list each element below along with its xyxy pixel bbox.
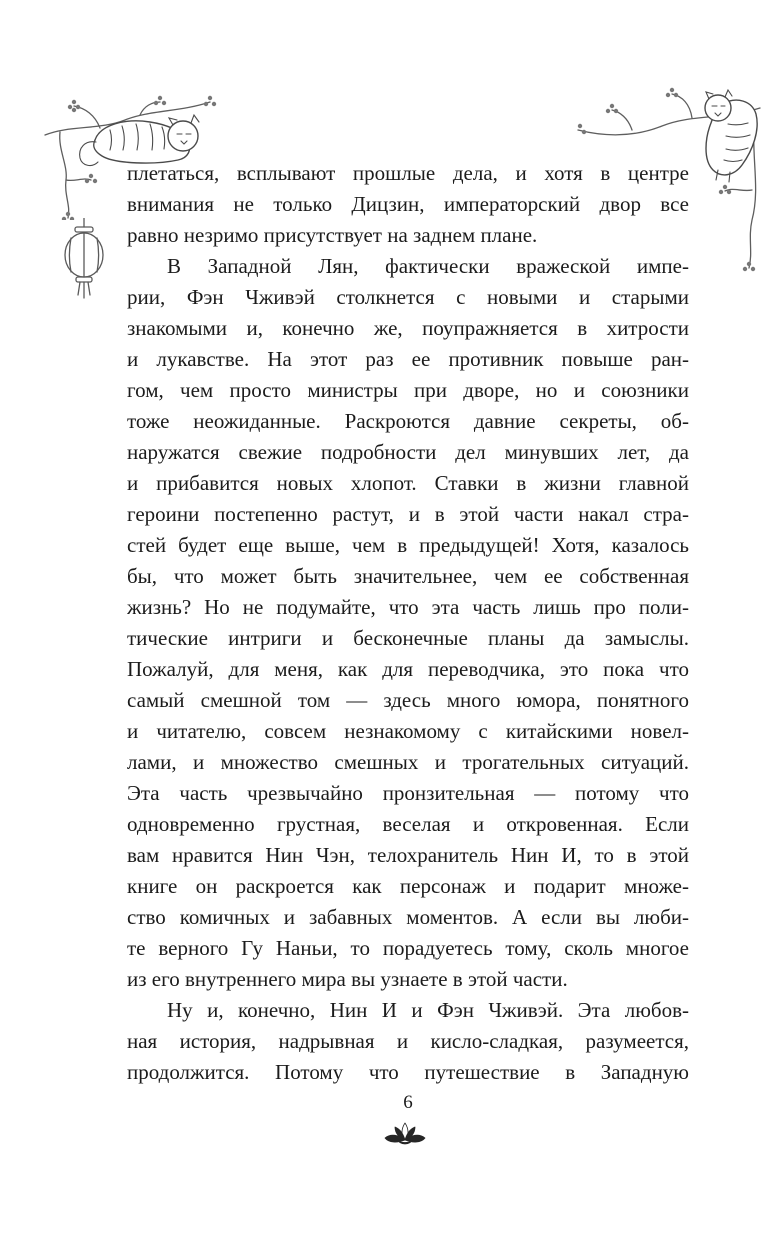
text-line: ная история, надрывная и кисло-сладкая, разумеется, <box>127 1029 689 1053</box>
text-line: знакомыми и, конечно же, поупражняется в хитрости <box>127 316 689 340</box>
text-line: героини постепенно растут, и в этой части накал стра- <box>127 502 689 526</box>
text-line: внимания не только Дицзин, императорский двор все <box>127 192 689 216</box>
text-line: одновременно грустная, веселая и откровенная. Если <box>127 812 689 836</box>
lotus-ornament-icon <box>381 1120 429 1148</box>
text-line: ство комичных и забавных моментов. А если вы люби- <box>127 905 689 929</box>
paragraph <box>127 158 689 251</box>
text-line: лами, и множество смешных и трогательных ситуаций. <box>127 750 689 774</box>
text-line: и прибавится новых хлопот. Ставки в жизни главной <box>127 471 689 495</box>
text-line: и лукавстве. На этот раз ее противник повыше ран- <box>127 347 689 371</box>
text-line: те верного Гу Наньи, то порадуетесь тому, сколь многое <box>127 936 689 960</box>
text-line: продолжится. Потому что путешествие в Западную <box>127 1060 689 1084</box>
text-line: В Западной Лян, фактически вражеской импе- <box>167 254 689 278</box>
text-line: плетаться, всплывают прошлые дела, и хотя в центре <box>127 161 689 185</box>
text-line: Ну и, конечно, Нин И и Фэн Чживэй. Эта любов- <box>167 998 689 1022</box>
text-line: равно незримо присутствует на заднем плане. <box>127 223 538 247</box>
paragraph <box>127 995 689 1088</box>
text-line: тоже неожиданные. Раскроются давние секреты, об- <box>127 409 689 433</box>
text-line: стей будет еще выше, чем в предыдущей! Хотя, казалось <box>127 533 689 557</box>
text-block <box>127 158 689 1088</box>
text-line: рии, Фэн Чживэй столкнется с новыми и старыми <box>127 285 689 309</box>
text-line: бы, что может быть значительнее, чем ее собственная <box>127 564 689 588</box>
text-line: наружатся свежие подробности дел минувших лет, да <box>127 440 689 464</box>
text-line: из его внутреннего мира вы узнаете в этой части. <box>127 967 568 991</box>
text-line: гом, чем просто министры при дворе, но и союзники <box>127 378 689 402</box>
text-line: жизнь? Но не подумайте, что эта часть лишь про поли- <box>127 595 689 619</box>
text-line: Пожалуй, для меня, как для переводчика, это пока что <box>127 657 689 681</box>
text-line: вам нравится Нин Чэн, телохранитель Нин И, то в этой <box>127 843 689 867</box>
text-line: Эта часть чрезвычайно пронзительная — потому что <box>127 781 689 805</box>
text-line: самый смешной том — здесь много юмора, понятного <box>127 688 689 712</box>
page-number: 6 <box>403 1092 413 1113</box>
text-line: тические интриги и бесконечные планы да замыслы. <box>127 626 689 650</box>
text-line: книге он раскроется как персонаж и подарит множе- <box>127 874 689 898</box>
lantern-ornament-icon <box>60 218 108 300</box>
paragraph <box>127 251 689 995</box>
text-line: и читателю, совсем незнакомому с китайскими новел- <box>127 719 689 743</box>
